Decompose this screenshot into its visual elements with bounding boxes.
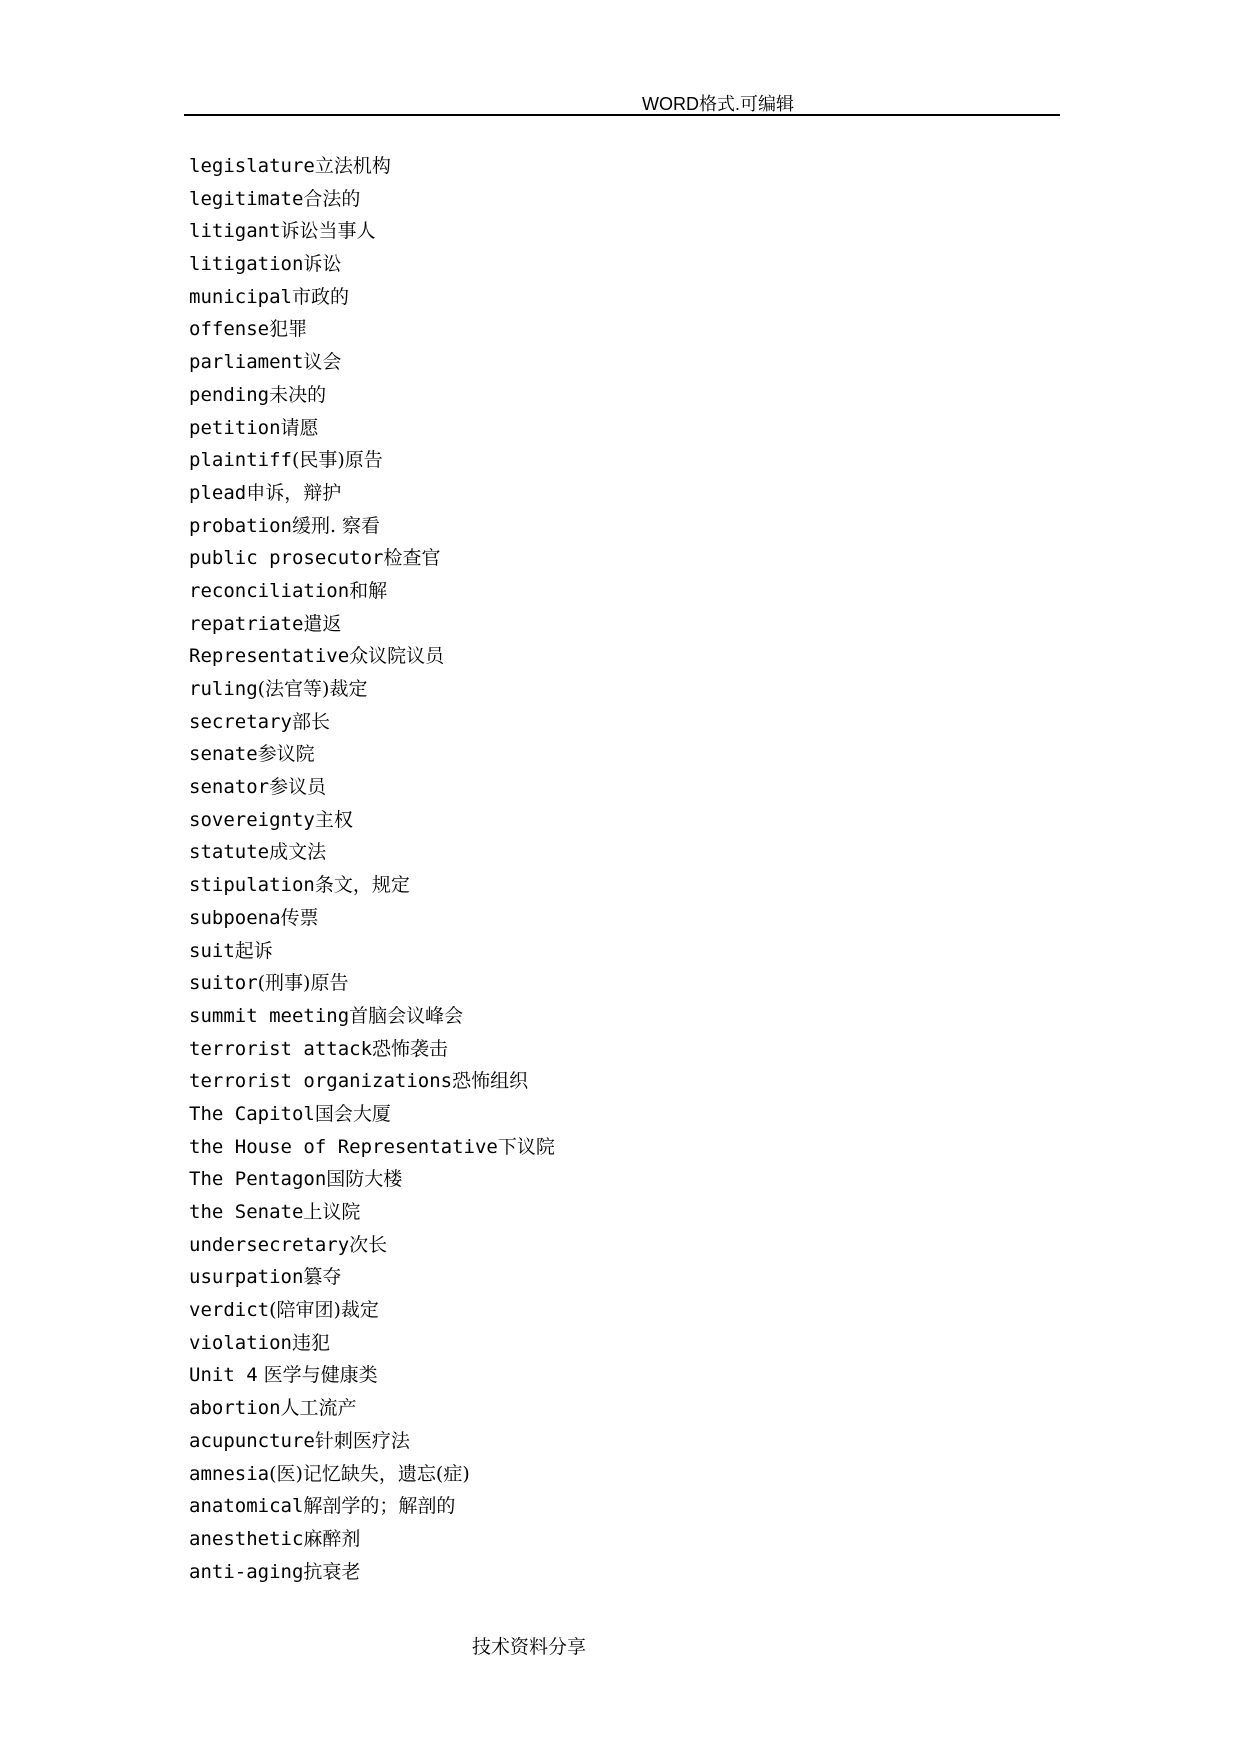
vocab-entry xyxy=(189,673,555,706)
vocab-translation: 抗衰老 xyxy=(303,1560,361,1583)
vocab-entry xyxy=(189,150,555,183)
vocab-translation: 参议院 xyxy=(257,743,315,766)
vocab-translation: 犯罪 xyxy=(269,318,308,341)
vocab-entry xyxy=(189,1163,555,1196)
vocab-term: probation xyxy=(189,514,292,537)
vocab-translation: 市政的 xyxy=(291,285,349,308)
vocab-entry xyxy=(189,902,555,935)
vocab-translation: 次长 xyxy=(349,1233,388,1256)
vocab-translation: 解剖学的；解剖的 xyxy=(303,1495,456,1518)
vocab-term: terrorist organizations xyxy=(189,1070,453,1093)
vocab-translation: 缓刑. 察看 xyxy=(291,514,381,537)
vocab-entry xyxy=(189,183,555,216)
header-divider xyxy=(184,114,1060,116)
vocab-entry xyxy=(189,575,555,608)
vocab-translation: (陪审团)裁定 xyxy=(269,1299,379,1322)
vocab-entry xyxy=(189,1229,555,1262)
vocab-term: plaintiff xyxy=(189,449,292,472)
vocab-term: the Senate xyxy=(189,1201,304,1223)
vocab-term: terrorist attack xyxy=(189,1037,373,1060)
vocab-term: litigant xyxy=(189,220,281,243)
vocab-translation: 针刺医疗法 xyxy=(314,1429,410,1452)
vocab-entry xyxy=(189,1359,555,1392)
vocab-entry xyxy=(189,1033,555,1066)
vocab-entry xyxy=(189,706,555,739)
vocab-translation: 上议院 xyxy=(303,1201,361,1223)
vocab-translation: 麻醉剂 xyxy=(303,1527,361,1550)
vocab-entry xyxy=(189,640,555,673)
vocab-term: anti-aging xyxy=(189,1560,304,1583)
vocab-translation: 诉讼 xyxy=(303,253,342,276)
vocab-translation: 主权 xyxy=(314,808,353,831)
vocab-entry xyxy=(189,608,555,641)
vocab-entry xyxy=(189,1131,555,1164)
vocab-entry xyxy=(189,379,555,412)
vocab-entry xyxy=(189,215,555,248)
vocab-term: suitor xyxy=(189,972,258,995)
vocab-translation: (刑事)原告 xyxy=(257,972,349,995)
vocab-term: secretary xyxy=(189,710,292,733)
vocab-translation: 合法的 xyxy=(303,187,361,210)
vocab-translation: 和解 xyxy=(349,579,388,602)
vocab-entry xyxy=(189,869,555,902)
vocab-term: repatriate xyxy=(189,612,304,635)
vocab-translation: 诉讼当事人 xyxy=(280,220,376,243)
vocab-translation: 传票 xyxy=(280,906,319,929)
vocab-entry xyxy=(189,738,555,771)
vocab-translation: 恐怖组织 xyxy=(452,1070,529,1093)
vocab-entry xyxy=(189,542,555,575)
vocab-entry xyxy=(189,444,555,477)
vocab-entry xyxy=(189,771,555,804)
vocab-term: The Capitol xyxy=(189,1102,315,1125)
vocab-entry xyxy=(189,804,555,837)
vocab-translation: 遣返 xyxy=(303,612,342,635)
vocab-entry xyxy=(189,1098,555,1131)
vocab-translation: 国防大楼 xyxy=(326,1168,403,1191)
vocab-term: reconciliation xyxy=(189,579,350,602)
vocab-translation: 成文法 xyxy=(269,841,327,864)
vocab-term: litigation xyxy=(189,253,304,276)
vocab-entry xyxy=(189,313,555,346)
vocab-entry xyxy=(189,1294,555,1327)
vocab-translation: 检查官 xyxy=(383,547,441,570)
vocab-entry xyxy=(189,248,555,281)
vocab-entry xyxy=(189,510,555,543)
vocab-term: subpoena xyxy=(189,906,281,929)
vocab-translation: 人工流产 xyxy=(280,1397,357,1420)
vocab-term: verdict xyxy=(189,1299,270,1322)
vocab-entry xyxy=(189,836,555,869)
vocab-translation: 参议员 xyxy=(269,776,327,799)
vocab-term: senator xyxy=(189,776,270,799)
vocab-term: undersecretary xyxy=(189,1233,350,1256)
vocab-entry xyxy=(189,1261,555,1294)
vocab-entry xyxy=(189,1556,555,1589)
vocab-translation: 众议院议员 xyxy=(349,645,445,668)
vocab-term: sovereignty xyxy=(189,808,315,831)
vocab-term: petition xyxy=(189,416,281,439)
vocab-term: public prosecutor xyxy=(189,547,384,570)
vocab-entry xyxy=(189,346,555,379)
vocab-translation: 条文，规定 xyxy=(314,874,410,897)
vocab-term: parliament xyxy=(189,351,304,374)
vocab-entry xyxy=(189,1196,555,1229)
vocab-term: amnesia xyxy=(189,1462,270,1485)
vocab-term: abortion xyxy=(189,1397,281,1420)
vocab-term: suit xyxy=(189,939,235,962)
vocab-term: summit meeting xyxy=(189,1004,350,1027)
vocab-entry xyxy=(189,1392,555,1425)
vocab-translation: 议会 xyxy=(303,351,342,374)
vocab-translation: 恐怖袭击 xyxy=(372,1037,449,1060)
vocab-term: Representative xyxy=(189,645,350,668)
vocab-translation: 申诉，辩护 xyxy=(246,481,342,504)
vocab-translation: 篡夺 xyxy=(303,1266,342,1289)
vocab-translation: (医)记忆缺失，遗忘(症) xyxy=(269,1462,470,1485)
vocab-term: anatomical xyxy=(189,1495,304,1518)
vocab-translation: 违犯 xyxy=(291,1331,330,1354)
vocab-term: anesthetic xyxy=(189,1527,304,1550)
vocab-entry xyxy=(189,1425,555,1458)
vocab-translation: 部长 xyxy=(291,710,330,733)
vocab-term: violation xyxy=(189,1331,292,1354)
vocab-entry xyxy=(189,967,555,1000)
vocab-term: offense xyxy=(189,318,270,341)
vocab-term: statute xyxy=(189,841,270,864)
vocab-translation: 立法机构 xyxy=(314,155,391,177)
vocab-term: municipal xyxy=(189,285,292,308)
vocab-term: legislature xyxy=(189,155,315,177)
vocab-entry xyxy=(189,1065,555,1098)
vocab-term: plead xyxy=(189,481,247,504)
vocab-entry xyxy=(189,1327,555,1360)
vocab-entry xyxy=(189,1458,555,1491)
vocab-entry xyxy=(189,281,555,314)
page-header: WORD格式.可编辑 xyxy=(642,94,794,114)
vocab-entry xyxy=(189,412,555,445)
vocab-translation: 请愿 xyxy=(280,416,319,439)
vocab-translation: (法官等)裁定 xyxy=(257,678,368,700)
vocab-entry xyxy=(189,1523,555,1556)
page-footer: 技术资料分享 xyxy=(472,1636,587,1658)
vocab-entry xyxy=(189,477,555,510)
vocab-term: Unit 4 xyxy=(189,1364,258,1387)
vocab-term: the House of Representative xyxy=(189,1135,498,1158)
vocab-term: pending xyxy=(189,383,270,406)
vocab-translation: 首脑会议峰会 xyxy=(349,1004,464,1027)
vocab-term: acupuncture xyxy=(189,1429,315,1452)
vocab-translation: 下议院 xyxy=(497,1135,555,1158)
vocab-term: stipulation xyxy=(189,874,315,897)
vocab-translation: 起诉 xyxy=(234,939,273,962)
vocab-term: senate xyxy=(189,743,258,766)
vocab-entry xyxy=(189,935,555,968)
vocab-term: The Pentagon xyxy=(189,1168,327,1191)
vocab-translation: (民事)原告 xyxy=(291,449,383,472)
vocab-translation: 医学与健康类 xyxy=(257,1364,378,1387)
vocab-term: legitimate xyxy=(189,187,304,210)
vocab-term: ruling xyxy=(189,678,258,700)
vocab-entry xyxy=(189,1490,555,1523)
vocab-entry xyxy=(189,1000,555,1033)
vocab-translation: 国会大厦 xyxy=(314,1102,391,1125)
vocabulary-list xyxy=(189,150,555,1588)
vocab-translation: 未决的 xyxy=(269,383,327,406)
vocab-term: usurpation xyxy=(189,1266,304,1289)
